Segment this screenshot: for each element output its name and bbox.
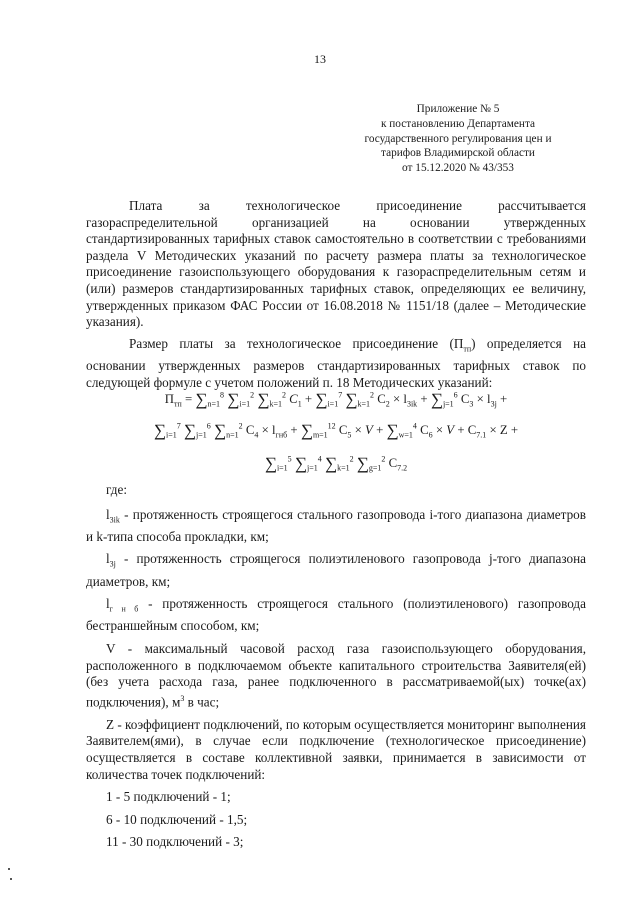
page-number: 13 — [314, 52, 326, 66]
paragraph-formula-intro — [86, 336, 586, 391]
def-symbol: l — [106, 506, 110, 522]
paragraph-2-start: Размер платы за технологическое присоединение (П — [129, 336, 464, 351]
annex-header — [338, 102, 578, 176]
annex-line: от 15.12.2020 № 43/353 — [402, 162, 514, 175]
list-item: 6 - 10 подключений - 1,5; — [106, 811, 248, 827]
definitions — [86, 482, 586, 851]
paragraph-1: Плата за технологическое присоединение рассчитывается газораспределительной организацией на основании утвержденных стандартизированных тарифных ставок самостоятельно в соответствии с требованиями раздела V Методических указаний по расчету размера платы за технологическое присоединение газоиспользующего оборудования к газораспределительным сетям и (или) размеров стандартизированных тарифных ставок, определяющих ее величину, утвержденных приказом ФАС России от 16.08.2018 № 1151/18 (далее – Методические указания). — [86, 198, 586, 330]
formula-line-1: $П_{тп} = \sum_{n=1}^8$ $\sum_{i=1}^2$ $\sum_{k=1}^2$ $C_1 + \sum_{i=1}^7$ $\sum_{k=1}^2$ $C_2 \times l_{3ik} + \sum_{j=1}^6$ $C_3 \times l_{3j}$ + — [164, 390, 508, 409]
def-text: V - максимальный часовой расход газа газоиспользующего оборудования, расположенного в подключаемом объекте капитального строительства Заявителя(ей) (без учета расхода газа, ранее подключенного в рассматриваемой(ых) точке(ах) подключения), м — [86, 641, 586, 710]
def-text: - протяженность строящегося стального газопровода i-того диапазона диаметров и k-типа способа прокладки, км; — [86, 506, 586, 544]
definition-z: Z - коэффициент подключений, по которым осуществляется мониторинг выполнения Заявителем(ями), в случае если подключение (технологическое присоединение) осуществляется в составе коллективной заявки, принимается в зависимости от количества точек подключений: — [86, 716, 586, 782]
annex-line: тарифов Владимирской области — [381, 147, 535, 160]
list-item: 11 - 30 подключений - 3; — [106, 834, 244, 850]
definition-lgnb — [86, 596, 586, 635]
list-item: 1 - 5 подключений - 1; — [106, 789, 231, 805]
annex-line: Приложение № 5 — [416, 103, 500, 115]
def-symbol-sub: 3j — [109, 560, 116, 570]
formula-line-2: $\sum_{i=1}^7$ $\sum_{j=1}^6$ $\sum_{n=1}^2$ $C_4 \times l_{гнб} + \sum_{m=1}^{12}$ $C_5 \times V + \sum_{w=1}^4$ $C_6 \times V + C_{7.1} \times Z$ + — [153, 421, 519, 440]
paragraph-2 — [86, 336, 586, 391]
formula-line-3: $\sum_{i=1}^5$ $\sum_{j=1}^4$ $\sum_{k=1}^2$ $\sum_{g=1}^2$ $C_{7.2}$ — [264, 454, 408, 473]
definition-l3j — [86, 551, 586, 590]
def-text: - протяженность строящегося стального (полиэтиленового) газопровода бестраншейным способом, км; — [86, 596, 586, 634]
def-symbol-sub: 3ik — [109, 515, 120, 525]
paragraph-intro — [86, 198, 586, 331]
def-text-end: в час; — [184, 694, 220, 710]
annex-line: к постановлению Департамента — [380, 117, 536, 130]
def-text: - протяженность строящегося полиэтиленового газопровода j-того диапазона диаметров, км; — [86, 551, 586, 589]
definition-l3ik — [86, 507, 586, 546]
scan-speck — [10, 878, 12, 880]
paragraph-2-sub: тп — [463, 344, 472, 354]
scan-speck — [8, 868, 10, 870]
definition-v — [86, 641, 586, 711]
where-label: где: — [106, 482, 127, 497]
annex-line: государственного регулирования цен и — [364, 132, 552, 145]
def-symbol-sub: г н б — [109, 604, 139, 614]
paragraph-2-end: ) определяется на основании утвержденных размеров стандартизированных тарифных ставок по следующей формуле с учетом положений п. 18 Методических указаний: — [86, 336, 586, 390]
def-sup: 3 — [180, 693, 185, 703]
def-symbol: l — [106, 551, 110, 567]
def-symbol: l — [106, 596, 110, 612]
